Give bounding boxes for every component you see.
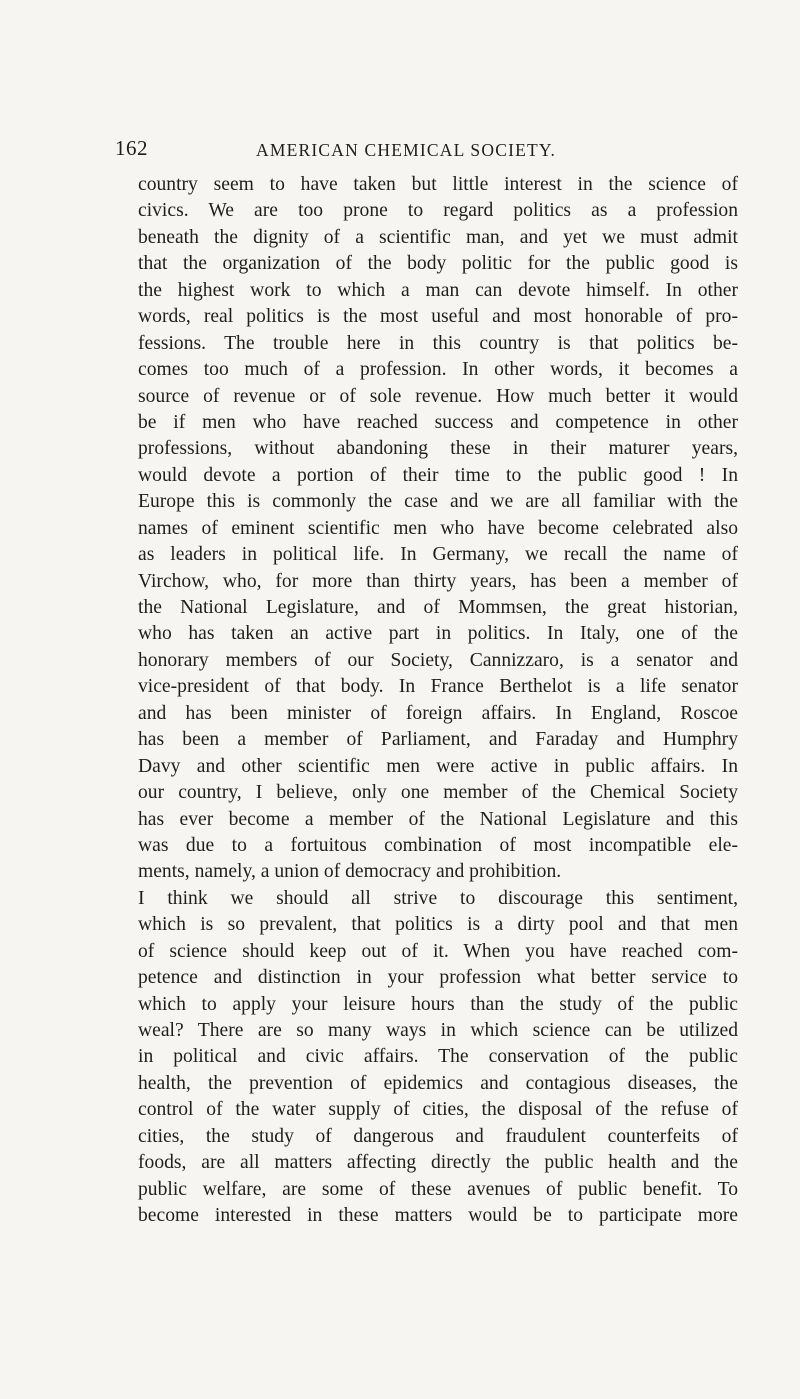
text-line: was due to a fortuitous combination of most incompatible ele- (138, 834, 738, 856)
text-line: cities, the study of dangerous and fraudulent counterfeits of (138, 1125, 738, 1147)
text-line: fessions. The trouble here in this country is that politics be- (138, 332, 738, 354)
text-line: Virchow, who, for more than thirty years, has been a member of (138, 570, 738, 592)
text-line: Europe this is commonly the case and we are all familiar with the (138, 491, 738, 513)
text-line: of science should keep out of it. When you have reached com- (138, 940, 738, 962)
text-line: become interested in these matters would be to participate more (138, 1205, 738, 1227)
text-line: vice-president of that body. In France Berthelot is a life senator (138, 676, 738, 698)
text-line: honorary members of our Society, Cannizzaro, is a senator and (138, 649, 738, 671)
text-line: professions, without abandoning these in their maturer years, (138, 438, 738, 460)
body-text (138, 172, 738, 1230)
text-line: civics. We are too prone to regard politics as a profession (138, 200, 738, 222)
text-line: which is so prevalent, that politics is a dirty pool and that men (138, 914, 738, 936)
text-line: has been a member of Parliament, and Faraday and Humphry (138, 729, 738, 751)
page-number: 162 (115, 136, 148, 160)
text-line: ments, namely, a union of democracy and prohibition. (138, 861, 562, 883)
text-line: be if men who have reached success and competence in other (138, 411, 738, 433)
text-line: source of revenue or of sole revenue. How much better it would (138, 385, 738, 407)
text-line: in political and civic affairs. The conservation of the public (138, 1046, 738, 1068)
text-line: words, real politics is the most useful and most honorable of pro- (138, 306, 738, 328)
text-line: that the organization of the body politic for the public good is (138, 253, 738, 275)
text-line: health, the prevention of epidemics and contagious diseases, the (138, 1072, 738, 1094)
text-line: would devote a portion of their time to the public good ! In (138, 464, 738, 486)
text-line: has ever become a member of the National Legislature and this (138, 808, 738, 830)
text-line: which to apply your leisure hours than the study of the public (138, 993, 738, 1015)
text-line: foods, are all matters affecting directly the public health and the (138, 1152, 738, 1174)
text-line: our country, I believe, only one member of the Chemical Society (138, 782, 738, 804)
text-line: the highest work to which a man can devote himself. In other (138, 279, 738, 301)
text-line: the National Legislature, and of Mommsen, the great historian, (138, 597, 738, 618)
text-line: petence and distinction in your profession what better service to (138, 967, 738, 989)
text-line: comes too much of a profession. In other words, it becomes a (138, 359, 738, 381)
text-line: I think we should all strive to discourage this sentiment, (138, 887, 738, 909)
text-line: country seem to have taken but little interest in the science of (138, 174, 738, 195)
text-line: control of the water supply of cities, the disposal of the refuse of (138, 1099, 738, 1121)
text-line: as leaders in political life. In Germany, we recall the name of (138, 544, 738, 566)
text-line: weal? There are so many ways in which science can be utilized (138, 1020, 738, 1041)
running-head: AMERICAN CHEMICAL SOCIETY. (256, 140, 557, 160)
text-line: who has taken an active part in politics. In Italy, one of the (138, 623, 738, 645)
text-line: names of eminent scientific men who have become celebrated also (138, 517, 738, 539)
text-line: beneath the dignity of a scientific man, and yet we must admit (138, 226, 738, 248)
text-line: public welfare, are some of these avenues of public benefit. To (138, 1178, 738, 1200)
text-line: Davy and other scientific men were active in public affairs. In (138, 755, 738, 777)
text-line: and has been minister of foreign affairs. In England, Roscoe (138, 702, 738, 724)
